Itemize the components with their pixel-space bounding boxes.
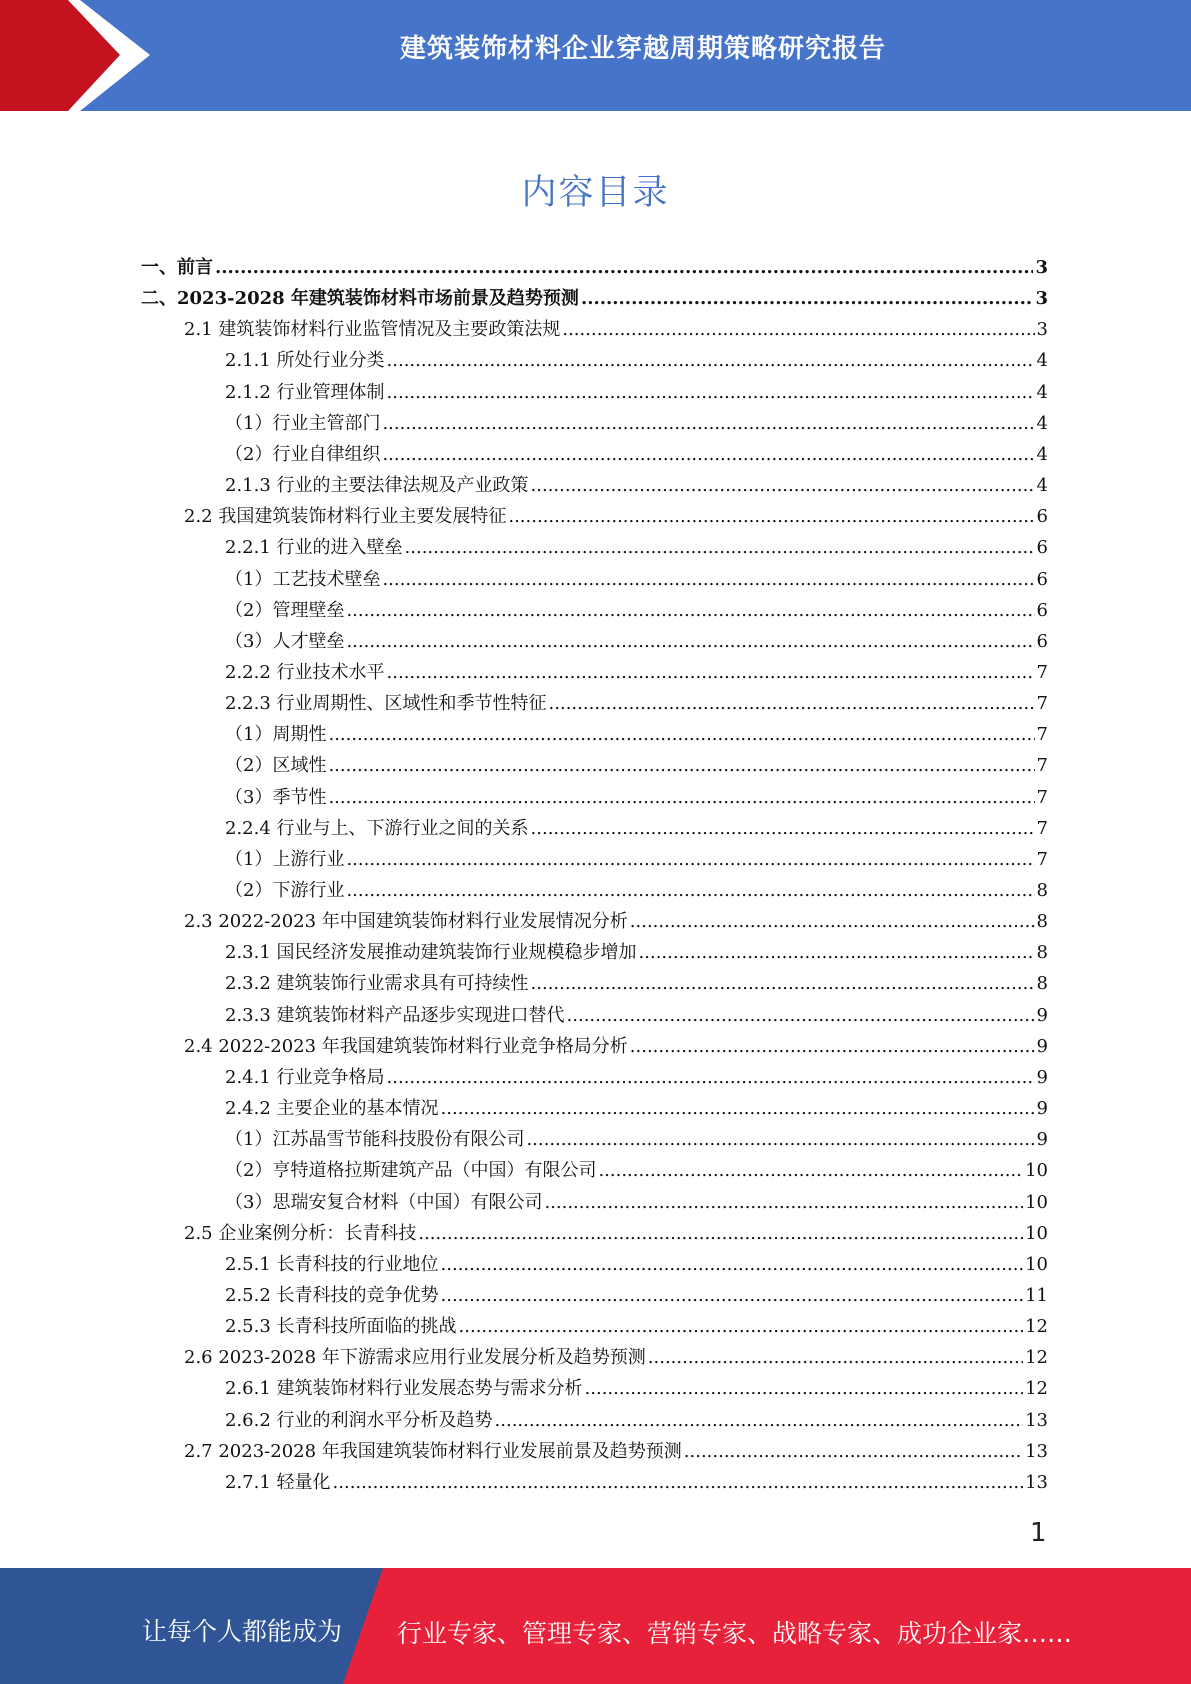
toc-dot-leader: [508, 506, 1034, 527]
toc-entry-label: 2.1.2 行业管理体制: [225, 381, 385, 403]
toc-dot-leader: [630, 1036, 1035, 1057]
toc-entry-label: 二、2023-2028 年建筑装饰材料市场前景及趋势预测: [141, 288, 579, 310]
toc-entry[interactable]: [225, 471, 1048, 502]
toc-heading: 内容目录: [521, 173, 670, 213]
toc-entry[interactable]: [225, 1281, 1048, 1312]
toc-dot-leader: [630, 911, 1035, 932]
toc-entry[interactable]: [225, 409, 1048, 440]
toc-dot-leader: [382, 569, 1034, 590]
toc-entry-page: 6: [1036, 506, 1048, 528]
toc-dot-leader: [639, 942, 1035, 963]
toc-entry-page: 12: [1025, 1347, 1048, 1369]
toc-entry-page: 4: [1036, 350, 1048, 372]
toc-entry-label: 2.2.4 行业与上、下游行业之间的关系: [225, 817, 529, 839]
toc-dot-leader: [382, 444, 1034, 465]
toc-entry[interactable]: [184, 1343, 1048, 1374]
toc-entry-page: 7: [1036, 755, 1048, 777]
toc-entry[interactable]: [141, 253, 1048, 284]
toc-entry-page: 10: [1025, 1222, 1048, 1244]
toc-entry[interactable]: [225, 658, 1048, 689]
toc-entry-label: （3）思瑞安复合材料（中国）有限公司: [225, 1191, 543, 1213]
toc-entry[interactable]: [184, 315, 1048, 346]
toc-entry-label: 2.7.1 轻量化: [225, 1471, 331, 1493]
toc-dot-leader: [531, 973, 1035, 994]
toc-entry-label: 2.3.1 国民经济发展推动建筑装饰行业规模稳步增加: [225, 942, 637, 964]
toc-entry-label: （2）管理壁垒: [225, 599, 345, 621]
toc-entry[interactable]: [184, 1219, 1048, 1250]
toc-entry-label: 2.2.2 行业技术水平: [225, 661, 385, 683]
toc-entry-page: 13: [1025, 1409, 1048, 1431]
toc-entry[interactable]: [225, 596, 1048, 627]
toc-entry[interactable]: [225, 1063, 1048, 1094]
toc-entry-page: 12: [1025, 1378, 1048, 1400]
toc-dot-leader: [346, 880, 1034, 901]
toc-entry-label: 2.4.1 行业竞争格局: [225, 1066, 385, 1088]
toc-dot-leader: [562, 319, 1034, 340]
toc-entry-page: 8: [1036, 973, 1048, 995]
toc-dot-leader: [387, 350, 1035, 371]
toc-entry[interactable]: [225, 346, 1048, 377]
toc-dot-leader: [387, 382, 1035, 403]
toc-entry-label: 2.7 2023-2028 年我国建筑装饰材料行业发展前景及趋势预测: [184, 1440, 682, 1462]
toc-entry-label: （2）行业自律组织: [225, 443, 381, 465]
toc-entry[interactable]: [225, 1468, 1048, 1499]
toc-entry[interactable]: [225, 845, 1048, 876]
toc-entry-page: 13: [1025, 1440, 1048, 1462]
toc-entry-label: （1）江苏晶雪节能科技股份有限公司: [225, 1129, 525, 1151]
toc-entry-label: 一、前言: [141, 257, 213, 278]
toc-entry-page: 4: [1036, 475, 1048, 497]
toc-entry-label: （1）上游行业: [225, 848, 345, 870]
toc-entry-label: （3）人才壁垒: [225, 630, 345, 652]
toc-entry-label: 2.6 2023-2028 年下游需求应用行业发展分析及趋势预测: [184, 1347, 646, 1369]
toc-entry-label: 2.4.2 主要企业的基本情况: [225, 1098, 439, 1120]
toc-entry[interactable]: [225, 1001, 1048, 1032]
toc-entry-page: 6: [1036, 599, 1048, 621]
footer-slogan-lead: 让每个人都能成为: [142, 1617, 343, 1646]
toc-entry-label: 2.1 建筑装饰材料行业监管情况及主要政策法规: [184, 319, 561, 341]
toc-dot-leader: [495, 1410, 1024, 1431]
toc-entry-page: 9: [1036, 1066, 1048, 1088]
toc-entry-label: （1）行业主管部门: [225, 412, 381, 434]
toc-entry-page: 3: [1035, 288, 1048, 310]
toc-dot-leader: [581, 288, 1034, 309]
toc-entry[interactable]: [225, 814, 1048, 845]
toc-dot-leader: [328, 787, 1034, 808]
toc-dot-leader: [382, 413, 1034, 434]
toc-dot-leader: [346, 600, 1034, 621]
toc-entry-page: 6: [1036, 537, 1048, 559]
toc-entry-label: 2.2.3 行业周期性、区域性和季节性特征: [225, 693, 547, 715]
toc-entry[interactable]: [225, 938, 1048, 969]
toc-entry-page: 7: [1036, 817, 1048, 839]
toc-entry-page: 10: [1025, 1191, 1048, 1213]
toc-entry-label: （2）下游行业: [225, 880, 345, 901]
toc-dot-leader: [684, 1441, 1023, 1462]
toc-entry-page: 7: [1036, 724, 1048, 746]
toc-entry-page: 10: [1025, 1160, 1048, 1182]
toc-entry[interactable]: [184, 907, 1048, 938]
toc-dot-leader: [328, 724, 1034, 745]
toc-dot-leader: [531, 818, 1035, 839]
toc-dot-leader: [531, 475, 1035, 496]
toc-dot-leader: [544, 1192, 1023, 1213]
toc-entry-label: 2.2 我国建筑装饰材料行业主要发展特征: [184, 506, 507, 528]
toc-entry[interactable]: [225, 1125, 1048, 1156]
toc-entry-label: 2.5.1 长青科技的行业地位: [225, 1253, 439, 1275]
toc-entry-page: 4: [1036, 381, 1048, 403]
toc-dot-leader: [333, 1472, 1024, 1493]
toc-dot-leader: [405, 537, 1035, 558]
toc-entry[interactable]: [225, 565, 1048, 596]
toc-entry[interactable]: [225, 1094, 1048, 1125]
toc-entry[interactable]: [225, 627, 1048, 658]
toc-dot-leader: [346, 849, 1034, 870]
toc-entry[interactable]: [225, 533, 1048, 564]
toc-entry[interactable]: [225, 440, 1048, 471]
toc-dot-leader: [549, 693, 1035, 714]
toc-dot-leader: [567, 1005, 1035, 1026]
toc-dot-leader: [585, 1378, 1024, 1399]
toc-entry-label: 2.4 2022-2023 年我国建筑装饰材料行业竞争格局分析: [184, 1035, 628, 1057]
toc-entry-page: 6: [1036, 630, 1048, 652]
toc-dot-leader: [459, 1316, 1024, 1337]
toc-entry-page: 9: [1036, 1004, 1048, 1026]
toc-entry[interactable]: [225, 378, 1048, 409]
toc-entry[interactable]: [225, 751, 1048, 782]
toc-entry-label: （3）季节性: [225, 786, 327, 808]
footer-slogan-roles: 行业专家、管理专家、营销专家、战略专家、成功企业家……: [397, 1619, 1073, 1648]
toc-entry-page: 8: [1036, 942, 1048, 964]
toc-dot-leader: [418, 1223, 1023, 1244]
toc-entry-page: 9: [1036, 1035, 1048, 1057]
toc-entry-label: （1）工艺技术壁垒: [225, 568, 381, 590]
toc-entry-label: 2.6.1 建筑装饰材料行业发展态势与需求分析: [225, 1378, 583, 1400]
toc-entry[interactable]: [225, 1188, 1048, 1219]
toc-entry[interactable]: [225, 1312, 1048, 1343]
toc-entry-page: 4: [1036, 412, 1048, 434]
toc-entry[interactable]: [184, 1437, 1048, 1468]
toc-dot-leader: [346, 631, 1034, 652]
toc-entry[interactable]: [141, 284, 1048, 315]
toc-entry[interactable]: [225, 1374, 1048, 1405]
toc-entry-page: 7: [1036, 786, 1048, 808]
toc-entry-label: 2.2.1 行业的进入壁垒: [225, 537, 403, 559]
toc-dot-leader: [215, 257, 1033, 278]
toc-dot-leader: [387, 1067, 1035, 1088]
toc-entry-label: 2.1.3 行业的主要法律法规及产业政策: [225, 475, 529, 497]
toc-entry[interactable]: [225, 783, 1048, 814]
toc-dot-leader: [441, 1254, 1024, 1275]
toc-dot-leader: [526, 1129, 1034, 1150]
toc-entry-label: 2.6.2 行业的利润水平分析及趋势: [225, 1409, 493, 1431]
toc-entry-page: 3: [1036, 319, 1048, 341]
toc-entry-page: 8: [1036, 880, 1048, 901]
toc-dot-leader: [328, 755, 1034, 776]
toc-entry-label: （2）亨特道格拉斯建筑产品（中国）有限公司: [225, 1160, 597, 1182]
toc-entry-label: （2）区域性: [225, 755, 327, 777]
toc-dot-leader: [648, 1347, 1023, 1368]
toc-entry-label: 2.3 2022-2023 年中国建筑装饰材料行业发展情况分析: [184, 911, 628, 933]
toc-entry[interactable]: [225, 1250, 1048, 1281]
report-title: 建筑装饰材料企业穿越周期策略研究报告: [399, 34, 886, 64]
toc-entry[interactable]: [184, 1032, 1048, 1063]
toc-entry-label: 2.5 企业案例分析：长青科技: [184, 1222, 417, 1244]
toc-entry-page: 13: [1025, 1471, 1048, 1493]
toc-entry[interactable]: [225, 720, 1048, 751]
toc-entry-page: 7: [1036, 661, 1048, 683]
toc-entry-page: 6: [1036, 568, 1048, 590]
toc-entry-label: 2.3.3 建筑装饰材料产品逐步实现进口替代: [225, 1004, 565, 1026]
toc-dot-leader: [387, 662, 1035, 683]
toc-entry-page: 9: [1036, 1098, 1048, 1120]
toc-entry[interactable]: [225, 969, 1048, 1000]
toc-entry-page: 10: [1025, 1253, 1048, 1275]
toc-entry[interactable]: [225, 876, 1048, 907]
toc-entry-label: 2.5.3 长青科技所面临的挑战: [225, 1316, 457, 1338]
toc-entry-page: 9: [1036, 1129, 1048, 1151]
toc-entry-page: 4: [1036, 443, 1048, 465]
toc-dot-leader: [441, 1098, 1035, 1119]
toc-entry[interactable]: [225, 1156, 1048, 1187]
toc-entry-label: 2.1.1 所处行业分类: [225, 350, 385, 372]
toc-entry-page: 12: [1025, 1316, 1048, 1338]
toc-entry-page: 8: [1036, 911, 1048, 933]
toc-entry-label: （1）周期性: [225, 724, 327, 746]
toc-dot-leader: [598, 1160, 1023, 1181]
toc-entry-label: 2.3.2 建筑装饰行业需求具有可持续性: [225, 973, 529, 995]
toc-entry[interactable]: [225, 689, 1048, 720]
toc-entry-label: 2.5.2 长青科技的竞争优势: [225, 1284, 439, 1306]
toc-entry-page: 3: [1035, 257, 1048, 278]
toc-entry[interactable]: [184, 502, 1048, 533]
toc-dot-leader: [441, 1285, 1024, 1306]
toc-entry-page: 7: [1036, 848, 1048, 870]
toc-entry-page: 11: [1025, 1284, 1048, 1306]
header-banner: [0, 0, 1191, 111]
toc-entry[interactable]: [225, 1406, 1048, 1437]
toc-entry-page: 7: [1036, 693, 1048, 715]
page-number: 1: [1030, 1518, 1047, 1548]
